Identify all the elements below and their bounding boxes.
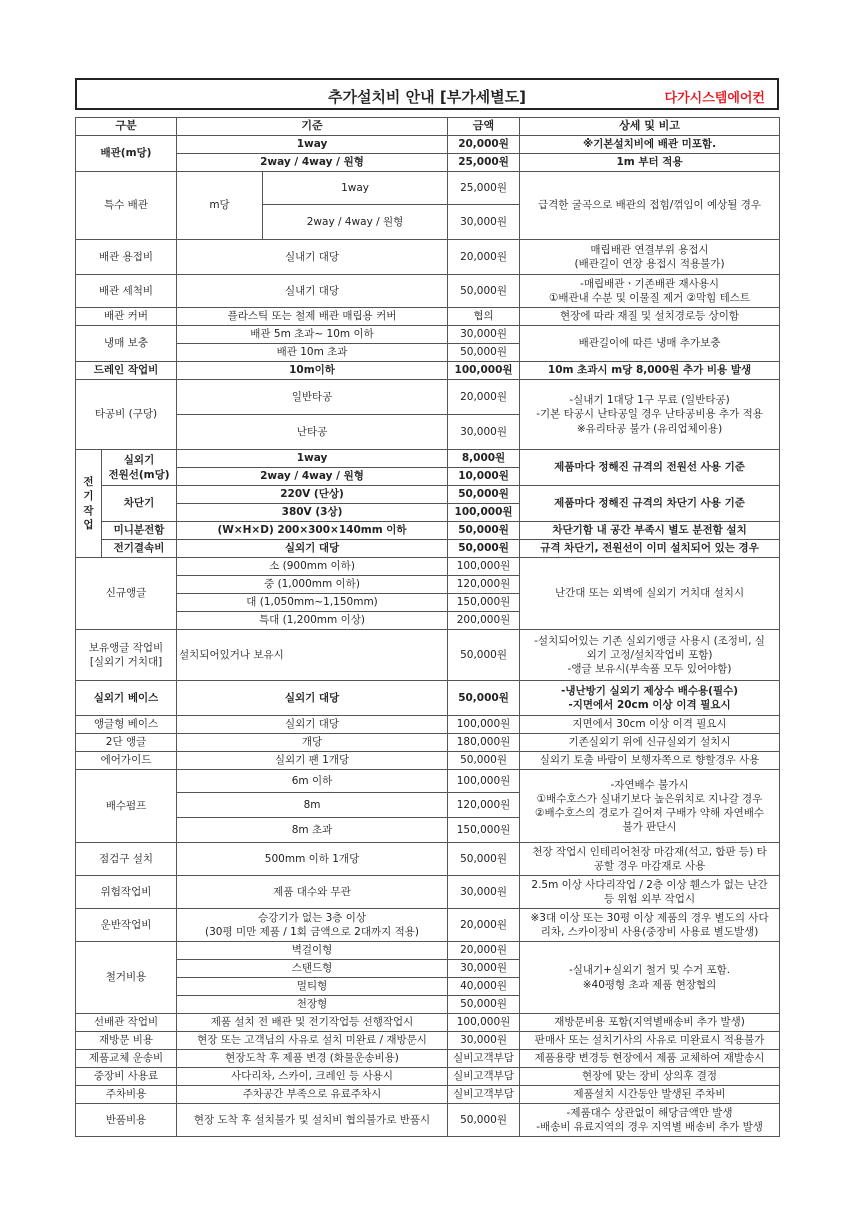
- note-line: 공할 경우 마감재로 사용: [593, 860, 706, 872]
- note-line: -제품대수 상관없이 해당금액만 발생: [566, 1106, 733, 1119]
- criteria-cell: 10m이하: [177, 362, 448, 380]
- criteria-cell: 실내기 대당: [177, 275, 448, 308]
- table-row: [76, 486, 780, 504]
- table-row: [76, 752, 780, 770]
- criteria-cell: 2way / 4way / 원형: [177, 468, 448, 486]
- note-line: (배관길이 연장 용접시 적용불가): [574, 258, 725, 270]
- table-row: [76, 1050, 780, 1068]
- criteria-cell: 현장 도착 후 설치불가 및 설치비 협의불가로 반품시: [177, 1104, 448, 1137]
- table-row: [76, 1086, 780, 1104]
- criteria-cell: 현장 또는 고객님의 사유로 설치 미완료 / 재방문시: [177, 1032, 448, 1050]
- amount-cell: 20,000원: [448, 136, 520, 154]
- category-label: 배수펌프: [76, 770, 177, 843]
- criteria-cell: 멀티형: [177, 978, 448, 996]
- amount-cell: 150,000원: [448, 594, 520, 612]
- criteria-cell: 대 (1,050mm~1,150mm): [177, 594, 448, 612]
- note-line: 천장 작업시 인테리어천장 마감재(석고, 합판 등) 타: [532, 845, 767, 858]
- category-label: [102, 450, 177, 486]
- amount-cell: 30,000원: [448, 960, 520, 978]
- note-line: 매립배관 연결부위 용접시: [590, 243, 709, 256]
- category-label: 철거비용: [76, 942, 177, 1014]
- criteria-line: (30평 미만 제품 / 1회 금액으로 2대까지 적용): [205, 926, 419, 938]
- note-cell: 차단기함 내 공간 부족시 별도 분전함 설치: [520, 522, 780, 540]
- price-table: [75, 117, 780, 1137]
- header-notes: 상세 및 비고: [520, 118, 780, 136]
- category-label: 재방문 비용: [76, 1032, 177, 1050]
- note-line: 등 위험 외부 작업시: [603, 893, 696, 905]
- criteria-cell: [177, 909, 448, 942]
- amount-cell: 실비고객부담: [448, 1050, 520, 1068]
- criteria-cell: 1way: [177, 136, 448, 154]
- note-cell: 현장에 따라 재질 및 설치경로등 상이함: [520, 308, 780, 326]
- unit-cell: m당: [177, 172, 263, 240]
- criteria-cell: 배관 10m 초과: [177, 344, 448, 362]
- table-row: [76, 540, 780, 558]
- amount-cell: 100,000원: [448, 362, 520, 380]
- table-row: [76, 1032, 780, 1050]
- note-line: -냉난방기 실외기 제상수 배수용(필수): [560, 684, 739, 697]
- criteria-cell: 벽걸이형: [177, 942, 448, 960]
- note-cell: [520, 240, 780, 275]
- amount-cell: 실비고객부담: [448, 1086, 520, 1104]
- note-line: -기본 타공시 난타공일 경우 난타공비용 추가 적용: [536, 408, 763, 421]
- header-amount: 금액: [448, 118, 520, 136]
- category-label: 에어가이드: [76, 752, 177, 770]
- criteria-cell: 배관 5m 초과~ 10m 이하: [177, 326, 448, 344]
- note-line: -앵글 보유시(부속품 모두 있어야함): [567, 663, 732, 676]
- criteria-cell: 220V (단상): [177, 486, 448, 504]
- label-line: [실외기 거치대]: [89, 656, 163, 668]
- criteria-cell: 6m 이하: [177, 770, 448, 793]
- criteria-cell: 2way / 4way / 원형: [177, 154, 448, 172]
- amount-cell: 50,000원: [448, 996, 520, 1014]
- criteria-cell: 난타공: [177, 415, 448, 450]
- table-row: [76, 136, 780, 154]
- table-row: [76, 308, 780, 326]
- table-row: [76, 240, 780, 275]
- criteria-cell: 실외기 대당: [177, 681, 448, 716]
- amount-cell: 20,000원: [448, 909, 520, 942]
- criteria-cell: 개당: [177, 734, 448, 752]
- note-cell: [520, 843, 780, 876]
- category-label: 제품교체 운송비: [76, 1050, 177, 1068]
- category-label: 특수 배관: [76, 172, 177, 240]
- category-label: 타공비 (구당): [76, 380, 177, 450]
- note-cell: 기존실외기 위에 신규실외기 설치시: [520, 734, 780, 752]
- amount-cell: 25,000원: [448, 154, 520, 172]
- category-label: 2단 앵글: [76, 734, 177, 752]
- criteria-cell: 주차공간 부족으로 유료주차시: [177, 1086, 448, 1104]
- note-line: -실내기 1대당 1구 무료 (일반타공): [569, 394, 730, 407]
- amount-cell: 50,000원: [448, 681, 520, 716]
- amount-cell: 협의: [448, 308, 520, 326]
- note-cell: ※기본설치비에 배관 미포함.: [520, 136, 780, 154]
- category-label: 신규앵글: [76, 558, 177, 630]
- category-label: 배관 용접비: [76, 240, 177, 275]
- table-row: [76, 275, 780, 308]
- category-label: 실외기 베이스: [76, 681, 177, 716]
- criteria-cell: 1way: [177, 450, 448, 468]
- criteria-cell: 500mm 이하 1개당: [177, 843, 448, 876]
- header-category: 구분: [76, 118, 177, 136]
- amount-cell: 20,000원: [448, 240, 520, 275]
- criteria-cell: 스탠드형: [177, 960, 448, 978]
- table-row: [76, 681, 780, 716]
- table-row: [76, 1104, 780, 1137]
- label-line: 보유앵글 작업비: [88, 641, 164, 654]
- note-cell: 실외기 토출 바람이 보행자쪽으로 향할경우 사용: [520, 752, 780, 770]
- electrical-label: 전 기 작 업: [83, 476, 94, 531]
- note-line: -자연배수 불가시: [610, 778, 689, 791]
- note-line: -지면에서 20cm 이상 이격 필요시: [568, 699, 731, 711]
- title-box: [75, 78, 779, 110]
- note-line: ①배수호스가 실내기보다 높은위치로 지나갈 경우: [536, 792, 763, 805]
- amount-cell: 10,000원: [448, 468, 520, 486]
- note-line: -설치되어있는 기존 실외기앵글 사용시 (조정비, 실: [534, 634, 765, 647]
- note-line: ※40평형 초과 제품 현장협의: [582, 978, 717, 991]
- amount-cell: 180,000원: [448, 734, 520, 752]
- category-label: 냉매 보충: [76, 326, 177, 362]
- criteria-cell: 중 (1,000mm 이하): [177, 576, 448, 594]
- note-cell: 급격한 굴곡으로 배관의 접힘/꺾임이 예상될 경우: [520, 172, 780, 240]
- table-row: [76, 558, 780, 576]
- note-cell: 제품설치 시간동안 발생된 주차비: [520, 1086, 780, 1104]
- amount-cell: 50,000원: [448, 843, 520, 876]
- table-header-row: [76, 118, 780, 136]
- note-cell: [520, 681, 780, 716]
- criteria-cell: 2way / 4way / 원형: [263, 205, 448, 240]
- amount-cell: 100,000원: [448, 770, 520, 793]
- category-label: 드레인 작업비: [76, 362, 177, 380]
- category-label: 미니분전함: [102, 522, 177, 540]
- table-row: [76, 172, 780, 205]
- note-line: ※3대 이상 또는 30평 이상 제품의 경우 별도의 사다: [530, 911, 769, 924]
- note-line: ②배수호스의 경로가 길어져 구배가 약해 자연배수: [535, 807, 765, 819]
- table-row: [76, 1068, 780, 1086]
- criteria-cell: 실외기 대당: [177, 540, 448, 558]
- table-row: [76, 843, 780, 876]
- table-row: [76, 734, 780, 752]
- note-cell: [520, 1104, 780, 1137]
- note-cell: [520, 942, 780, 1014]
- amount-cell: 8,000원: [448, 450, 520, 468]
- note-cell: 제품마다 정해진 규격의 전원선 사용 기준: [520, 450, 780, 486]
- criteria-cell: 8m: [177, 793, 448, 818]
- label-line: 실외기: [123, 454, 155, 467]
- table-row: [76, 1014, 780, 1032]
- electrical-vertical-label: [76, 450, 102, 558]
- amount-cell: 100,000원: [448, 1014, 520, 1032]
- amount-cell: 50,000원: [448, 275, 520, 308]
- table-row: [76, 716, 780, 734]
- amount-cell: 20,000원: [448, 380, 520, 415]
- amount-cell: 30,000원: [448, 415, 520, 450]
- table-row: [76, 154, 780, 172]
- criteria-cell: 제품 설치 전 배관 및 전기작업등 선행작업시: [177, 1014, 448, 1032]
- criteria-cell: 사다리차, 스카이, 크레인 등 사용시: [177, 1068, 448, 1086]
- amount-cell: 120,000원: [448, 793, 520, 818]
- note-line: ※유리타공 불가 (유리업체이용): [576, 422, 723, 435]
- amount-cell: 50,000원: [448, 344, 520, 362]
- table-row: [76, 362, 780, 380]
- criteria-line: 승강기가 없는 3층 이상: [258, 911, 367, 924]
- criteria-cell: 실내기 대당: [177, 240, 448, 275]
- amount-cell: 120,000원: [448, 576, 520, 594]
- note-cell: 규격 차단기, 전원선이 이미 설치되어 있는 경우: [520, 540, 780, 558]
- amount-cell: 100,000원: [448, 716, 520, 734]
- note-cell: 판매사 또는 설치기사의 사유로 미완료시 적용불가: [520, 1032, 780, 1050]
- category-label: 배관(m당): [76, 136, 177, 172]
- criteria-cell: 일반타공: [177, 380, 448, 415]
- category-label: 운반작업비: [76, 909, 177, 942]
- amount-cell: 50,000원: [448, 522, 520, 540]
- table-row: [76, 630, 780, 681]
- criteria-cell: 플라스틱 또는 철제 배관 매립용 커버: [177, 308, 448, 326]
- note-cell: 지면에서 30cm 이상 이격 필요시: [520, 716, 780, 734]
- criteria-cell: 실외기 팬 1개당: [177, 752, 448, 770]
- criteria-cell: 현장도착 후 제품 변경 (화물운송비용): [177, 1050, 448, 1068]
- criteria-cell: 8m 초과: [177, 818, 448, 843]
- note-line: 리차, 스카이장비 사용(중장비 사용료 별도발생): [540, 926, 759, 938]
- amount-cell: 30,000원: [448, 1032, 520, 1050]
- amount-cell: 30,000원: [448, 205, 520, 240]
- table-row: [76, 450, 780, 468]
- category-label: 주차비용: [76, 1086, 177, 1104]
- amount-cell: 50,000원: [448, 630, 520, 681]
- table-row: [76, 380, 780, 415]
- amount-cell: 30,000원: [448, 876, 520, 909]
- page-title: 추가설치비 안내 [부가세별도]: [327, 88, 527, 106]
- note-cell: [520, 275, 780, 308]
- note-line: -매립배관ㆍ기존배관 재사용시: [580, 277, 720, 290]
- criteria-cell: 천장형: [177, 996, 448, 1014]
- note-line: 외기 고정/설치작업비 포함): [586, 648, 713, 661]
- note-cell: 재방문비용 포함(지역별배송비 추가 발생): [520, 1014, 780, 1032]
- note-cell: 난간대 또는 외벽에 실외기 거치대 설치시: [520, 558, 780, 630]
- criteria-cell: 소 (900mm 이하): [177, 558, 448, 576]
- note-line: ①배관내 수분 및 이물질 제거 ②막힘 테스트: [548, 292, 751, 304]
- amount-cell: 실비고객부담: [448, 1068, 520, 1086]
- criteria-cell: 380V (3상): [177, 504, 448, 522]
- amount-cell: 25,000원: [448, 172, 520, 205]
- criteria-cell: 1way: [263, 172, 448, 205]
- category-label: [76, 630, 177, 681]
- amount-cell: 50,000원: [448, 486, 520, 504]
- amount-cell: 100,000원: [448, 504, 520, 522]
- amount-cell: 40,000원: [448, 978, 520, 996]
- category-label: 점검구 설치: [76, 843, 177, 876]
- amount-cell: 100,000원: [448, 558, 520, 576]
- amount-cell: 50,000원: [448, 540, 520, 558]
- note-cell: 현장에 맞는 장비 상의후 결정: [520, 1068, 780, 1086]
- table-row: [76, 942, 780, 960]
- category-label: 전기결속비: [102, 540, 177, 558]
- note-cell: [520, 876, 780, 909]
- table-row: [76, 770, 780, 793]
- note-line: -실내기+실외기 철거 및 수거 포함.: [568, 964, 731, 977]
- note-cell: 제품마다 정해진 규격의 차단기 사용 기준: [520, 486, 780, 522]
- table-row: [76, 326, 780, 344]
- category-label: 중장비 사용료: [76, 1068, 177, 1086]
- note-cell: 1m 부터 적용: [520, 154, 780, 172]
- note-cell: [520, 909, 780, 942]
- note-cell: [520, 380, 780, 450]
- category-label: 차단기: [102, 486, 177, 522]
- note-cell: 10m 초과시 m당 8,000원 추가 비용 발생: [520, 362, 780, 380]
- table-row: [76, 909, 780, 942]
- amount-cell: 50,000원: [448, 1104, 520, 1137]
- category-label: 반품비용: [76, 1104, 177, 1137]
- header-criteria: 기준: [177, 118, 448, 136]
- category-label: 배관 커버: [76, 308, 177, 326]
- criteria-cell: 특대 (1,200mm 이상): [177, 612, 448, 630]
- note-line: 불가 판단시: [622, 821, 677, 834]
- criteria-cell: 실외기 대당: [177, 716, 448, 734]
- note-cell: [520, 630, 780, 681]
- table-row: [76, 876, 780, 909]
- note-cell: [520, 770, 780, 843]
- category-label: 배관 세척비: [76, 275, 177, 308]
- note-line: -배송비 유료지역의 경우 지역별 배송비 추가 발생: [536, 1121, 763, 1133]
- criteria-cell: 제품 대수와 무관: [177, 876, 448, 909]
- category-label: 앵글형 베이스: [76, 716, 177, 734]
- amount-cell: 20,000원: [448, 942, 520, 960]
- note-line: 2.5m 이상 사다리작업 / 2층 이상 휀스가 없는 난간: [531, 878, 768, 891]
- label-line: 전원선(m당): [108, 468, 170, 481]
- amount-cell: 30,000원: [448, 326, 520, 344]
- amount-cell: 150,000원: [448, 818, 520, 843]
- category-label: 위험작업비: [76, 876, 177, 909]
- amount-cell: 200,000원: [448, 612, 520, 630]
- note-cell: 제품용량 변경등 현장에서 제품 교체하여 재발송시: [520, 1050, 780, 1068]
- table-row: [76, 522, 780, 540]
- criteria-cell: 설치되어있거나 보유시: [177, 630, 448, 681]
- amount-cell: 50,000원: [448, 752, 520, 770]
- criteria-cell: (W×H×D) 200×300×140mm 이하: [177, 522, 448, 540]
- brand-logo: 다가시스템에어컨: [664, 91, 765, 106]
- note-cell: 배관길이에 따른 냉매 추가보충: [520, 326, 780, 362]
- category-label: 선배관 작업비: [76, 1014, 177, 1032]
